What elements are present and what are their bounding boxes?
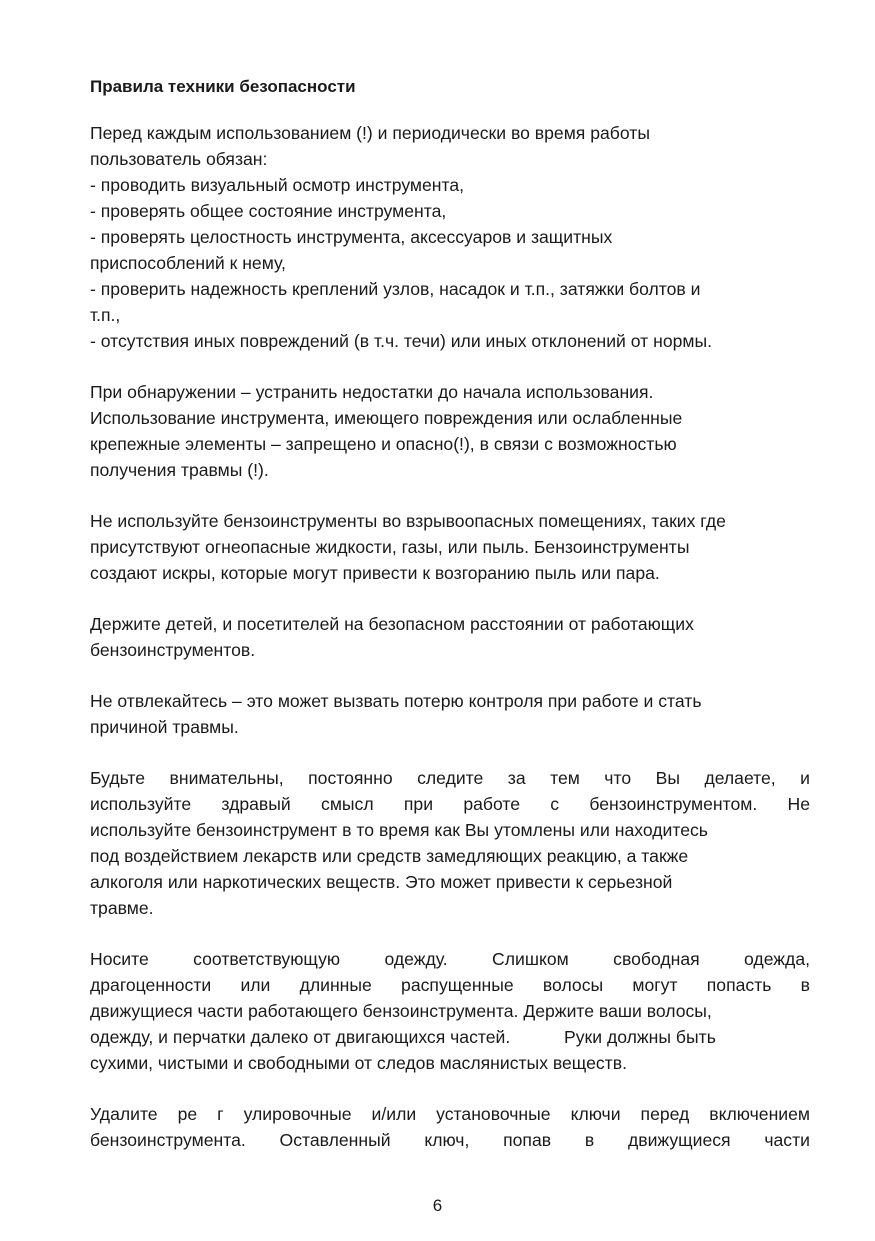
text-line: При обнаружении – устранить недостатки до начала использования. <box>90 382 654 402</box>
text-line: травме. <box>90 898 154 918</box>
text-line: приспособлений к нему, <box>90 253 286 273</box>
paragraph-keys <box>90 1101 810 1153</box>
text-line: Держите детей, и посетителей на безопасном расстоянии от работающих <box>90 614 694 634</box>
paragraph-clothing <box>90 946 810 1076</box>
text-line: Будьте внимательны, постоянно следите за тем что Вы делаете, и <box>90 768 810 788</box>
document-body <box>90 74 810 1178</box>
text-line: используйте бензоинструмент в то время как Вы утомлены или находитесь <box>90 820 708 840</box>
text-line: Использование инструмента, имеющего повреждения или ослабленные <box>90 408 683 428</box>
text-line: т.п., <box>90 305 121 325</box>
text-line: используйте здравый смысл при работе с бензоинструментом. Не <box>90 794 810 814</box>
text-line: Не отвлекайтесь – это может вызвать потерю контроля при работе и стать <box>90 691 702 711</box>
text-line: присутствуют огнеопасные жидкости, газы, или пыль. Бензоинструменты <box>90 537 690 557</box>
text-line: - проверять целостность инструмента, аксессуаров и защитных <box>90 227 613 247</box>
paragraph-inspection <box>90 120 810 354</box>
text-line: - проверять общее состояние инструмента, <box>90 201 447 221</box>
text-line: движущиеся части работающего бензоинструмента. Держите ваши волосы, <box>90 1001 712 1021</box>
text-line: Носите соответствующую одежду. Слишком свободная одежда, <box>90 949 810 969</box>
text-line: сухими, чистыми и свободными от следов маслянистых веществ. <box>90 1053 627 1073</box>
text-line: бензоинструментов. <box>90 640 256 660</box>
page-number: 6 <box>432 1196 443 1215</box>
paragraph-defects <box>90 379 810 483</box>
text-line: Перед каждым использованием (!) и периодически во время работы <box>90 123 650 143</box>
text-line: бензоинструмента. Оставленный ключ, попав в движущиеся части <box>90 1130 810 1150</box>
text-line: алкоголя или наркотических веществ. Это может привести к серьезной <box>90 872 673 892</box>
text-line: создают искры, которые могут привести к возгоранию пыль или пара. <box>90 563 660 583</box>
text-line: крепежные элементы – запрещено и опасно(!), в связи с возможностью <box>90 434 677 454</box>
text-line: - проводить визуальный осмотр инструмента, <box>90 175 465 195</box>
text-line: драгоценности или длинные распущенные волосы могут попасть в <box>90 975 810 995</box>
text-line: причиной травмы. <box>90 717 239 737</box>
paragraph-children <box>90 611 810 663</box>
text-line: - проверить надежность креплений узлов, насадок и т.п., затяжки болтов и <box>90 279 701 299</box>
section-title: Правила техники безопасности <box>90 77 356 96</box>
paragraph-explosive <box>90 508 810 586</box>
text-line: Не используйте бензоинструменты во взрывоопасных помещениях, таких где <box>90 511 726 531</box>
text-line: одежду, и перчатки далеко от двигающихся частей. Руки должны быть <box>90 1027 716 1047</box>
text-line: под воздействием лекарств или средств замедляющих реакцию, а также <box>90 846 689 866</box>
text-line: Удалите ре г улировочные и/или установочные ключи перед включением <box>90 1104 810 1124</box>
text-line: получения травмы (!). <box>90 460 269 480</box>
paragraph-distraction <box>90 688 810 740</box>
paragraph-attention <box>90 765 810 921</box>
text-line: - отсутствия иных повреждений (в т.ч. течи) или иных отклонений от нормы. <box>90 331 713 351</box>
text-line: пользователь обязан: <box>90 149 268 169</box>
